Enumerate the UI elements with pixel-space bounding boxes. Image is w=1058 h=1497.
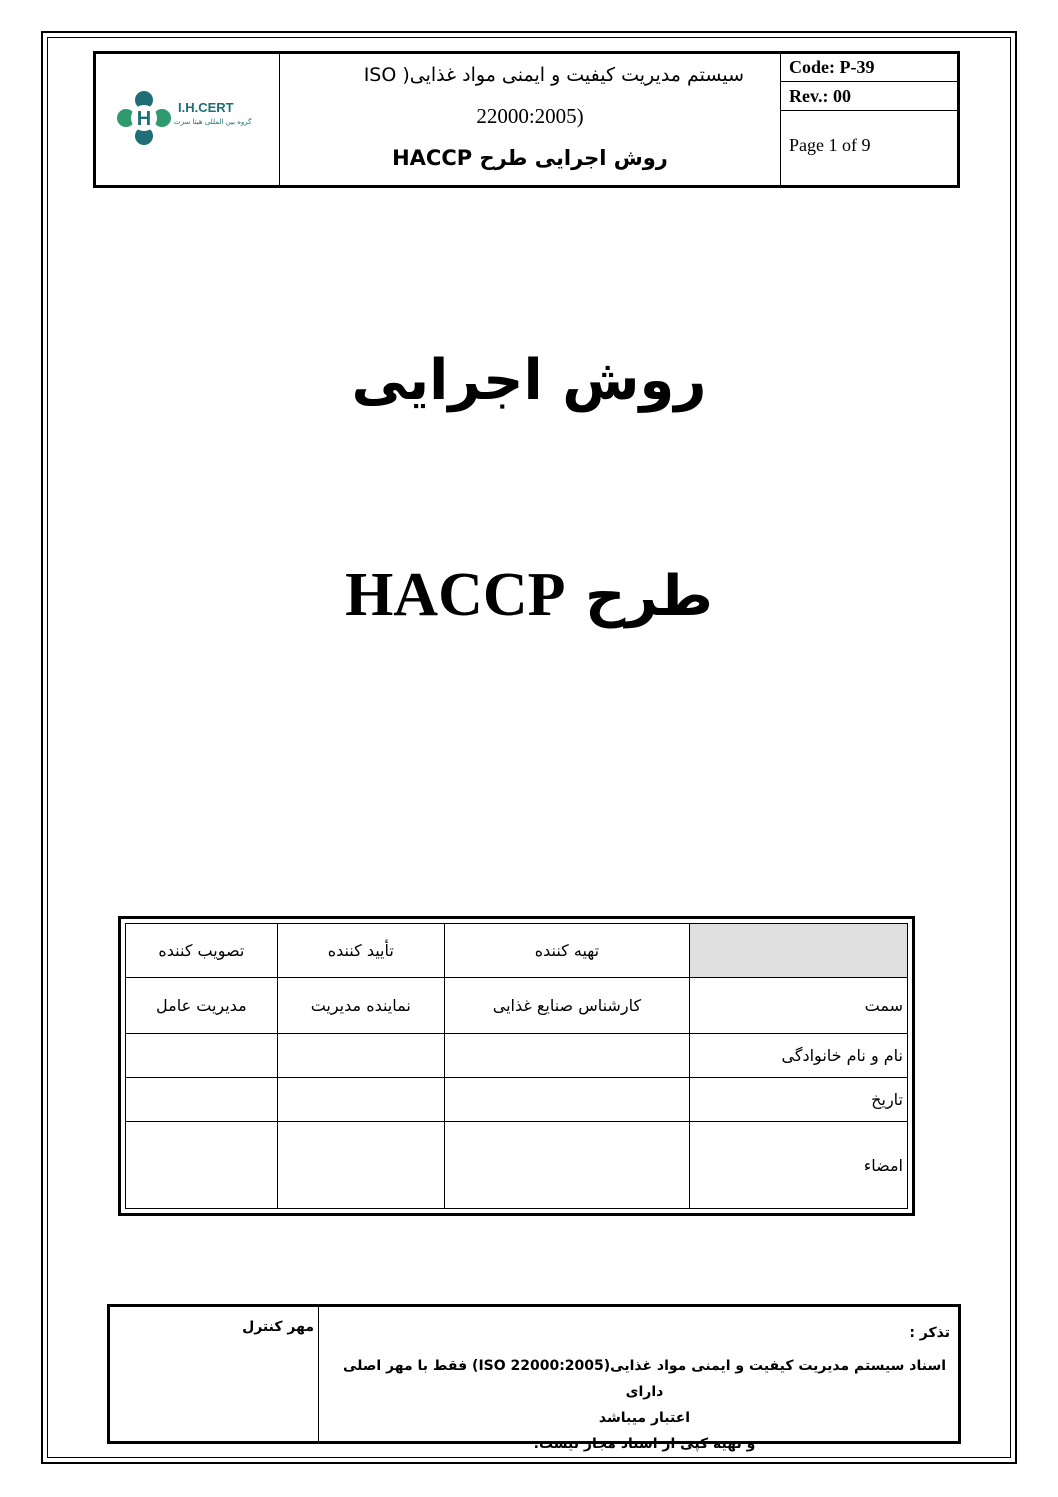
table-cell — [126, 1034, 278, 1078]
table-row — [126, 1122, 908, 1209]
note-cell — [319, 1307, 958, 1452]
table-row — [126, 1034, 908, 1078]
header-title-line2: (22000:2005 — [476, 104, 584, 128]
document-code: Code: P-39 — [781, 54, 957, 82]
header-title-line3: روش اجرایی طرح HACCP — [392, 146, 668, 170]
svg-text:H: H — [136, 108, 152, 130]
corner-cell — [690, 924, 908, 978]
table-cell — [277, 1122, 444, 1209]
header-code-cell — [781, 54, 957, 185]
row-label-date: تاریخ — [690, 1078, 908, 1122]
row-label-signature: امضاء — [690, 1122, 908, 1209]
table-cell: مدیریت عامل — [126, 978, 278, 1034]
row-label-name: نام و نام خانوادگی — [690, 1034, 908, 1078]
approvals-table — [118, 916, 915, 1216]
table-cell: کارشناس صنایع غذایی — [444, 978, 689, 1034]
note-line3: و تهیه کپی از اسناد مجاز نیست. — [533, 1436, 756, 1452]
column-header-verified: تأیید کننده — [277, 924, 444, 978]
logo-cell — [96, 54, 280, 185]
table-cell — [444, 1034, 689, 1078]
note-line1: اسناد سیستم مدیریت کیفیت و ایمنی مواد غذایی(ISO 22000:2005) فقط با مهر اصلی دارای — [342, 1358, 947, 1400]
logo-emblem-icon — [116, 90, 172, 146]
header-title-cell — [280, 54, 781, 185]
table-row — [126, 1078, 908, 1122]
note-line2: اعتبار میباشد — [598, 1410, 691, 1426]
row-label-position: سمت — [690, 978, 908, 1034]
page-border-inner — [47, 37, 1011, 1458]
table-cell — [444, 1122, 689, 1209]
stamp-cell — [110, 1307, 319, 1441]
note-text — [339, 1353, 950, 1457]
stamp-label: مهر کنترل — [242, 1319, 314, 1335]
page-number: Page 1 of 9 — [789, 135, 871, 155]
table-row — [126, 978, 908, 1034]
subheading-word: طرح — [584, 564, 713, 629]
note-title: تذکر : — [909, 1325, 950, 1341]
table-header-row — [126, 924, 908, 978]
column-header-prepared: تهیه کننده — [444, 924, 689, 978]
table-cell: نماینده مدیریت — [277, 978, 444, 1034]
table-cell — [126, 1078, 278, 1122]
header-title-line1: سیستم مدیریت کیفیت و ایمنی مواد غذایی( ISO — [363, 64, 744, 86]
table-cell — [277, 1078, 444, 1122]
main-subheading — [0, 560, 1058, 631]
document-header — [93, 51, 960, 188]
company-logo — [116, 90, 266, 150]
revision-number: Rev.: 00 — [781, 82, 957, 111]
main-heading: روش اجرایی — [351, 348, 707, 413]
logo-subtitle: گروه بین المللی هیتا سرت — [174, 118, 252, 126]
table-cell — [277, 1034, 444, 1078]
column-header-approved: تصویب کننده — [126, 924, 278, 978]
logo-name: I.H.CERT — [178, 100, 234, 115]
table-cell — [126, 1122, 278, 1209]
subheading-latin: HACCP — [345, 561, 566, 629]
table-cell — [444, 1078, 689, 1122]
footer-notice — [107, 1304, 961, 1452]
